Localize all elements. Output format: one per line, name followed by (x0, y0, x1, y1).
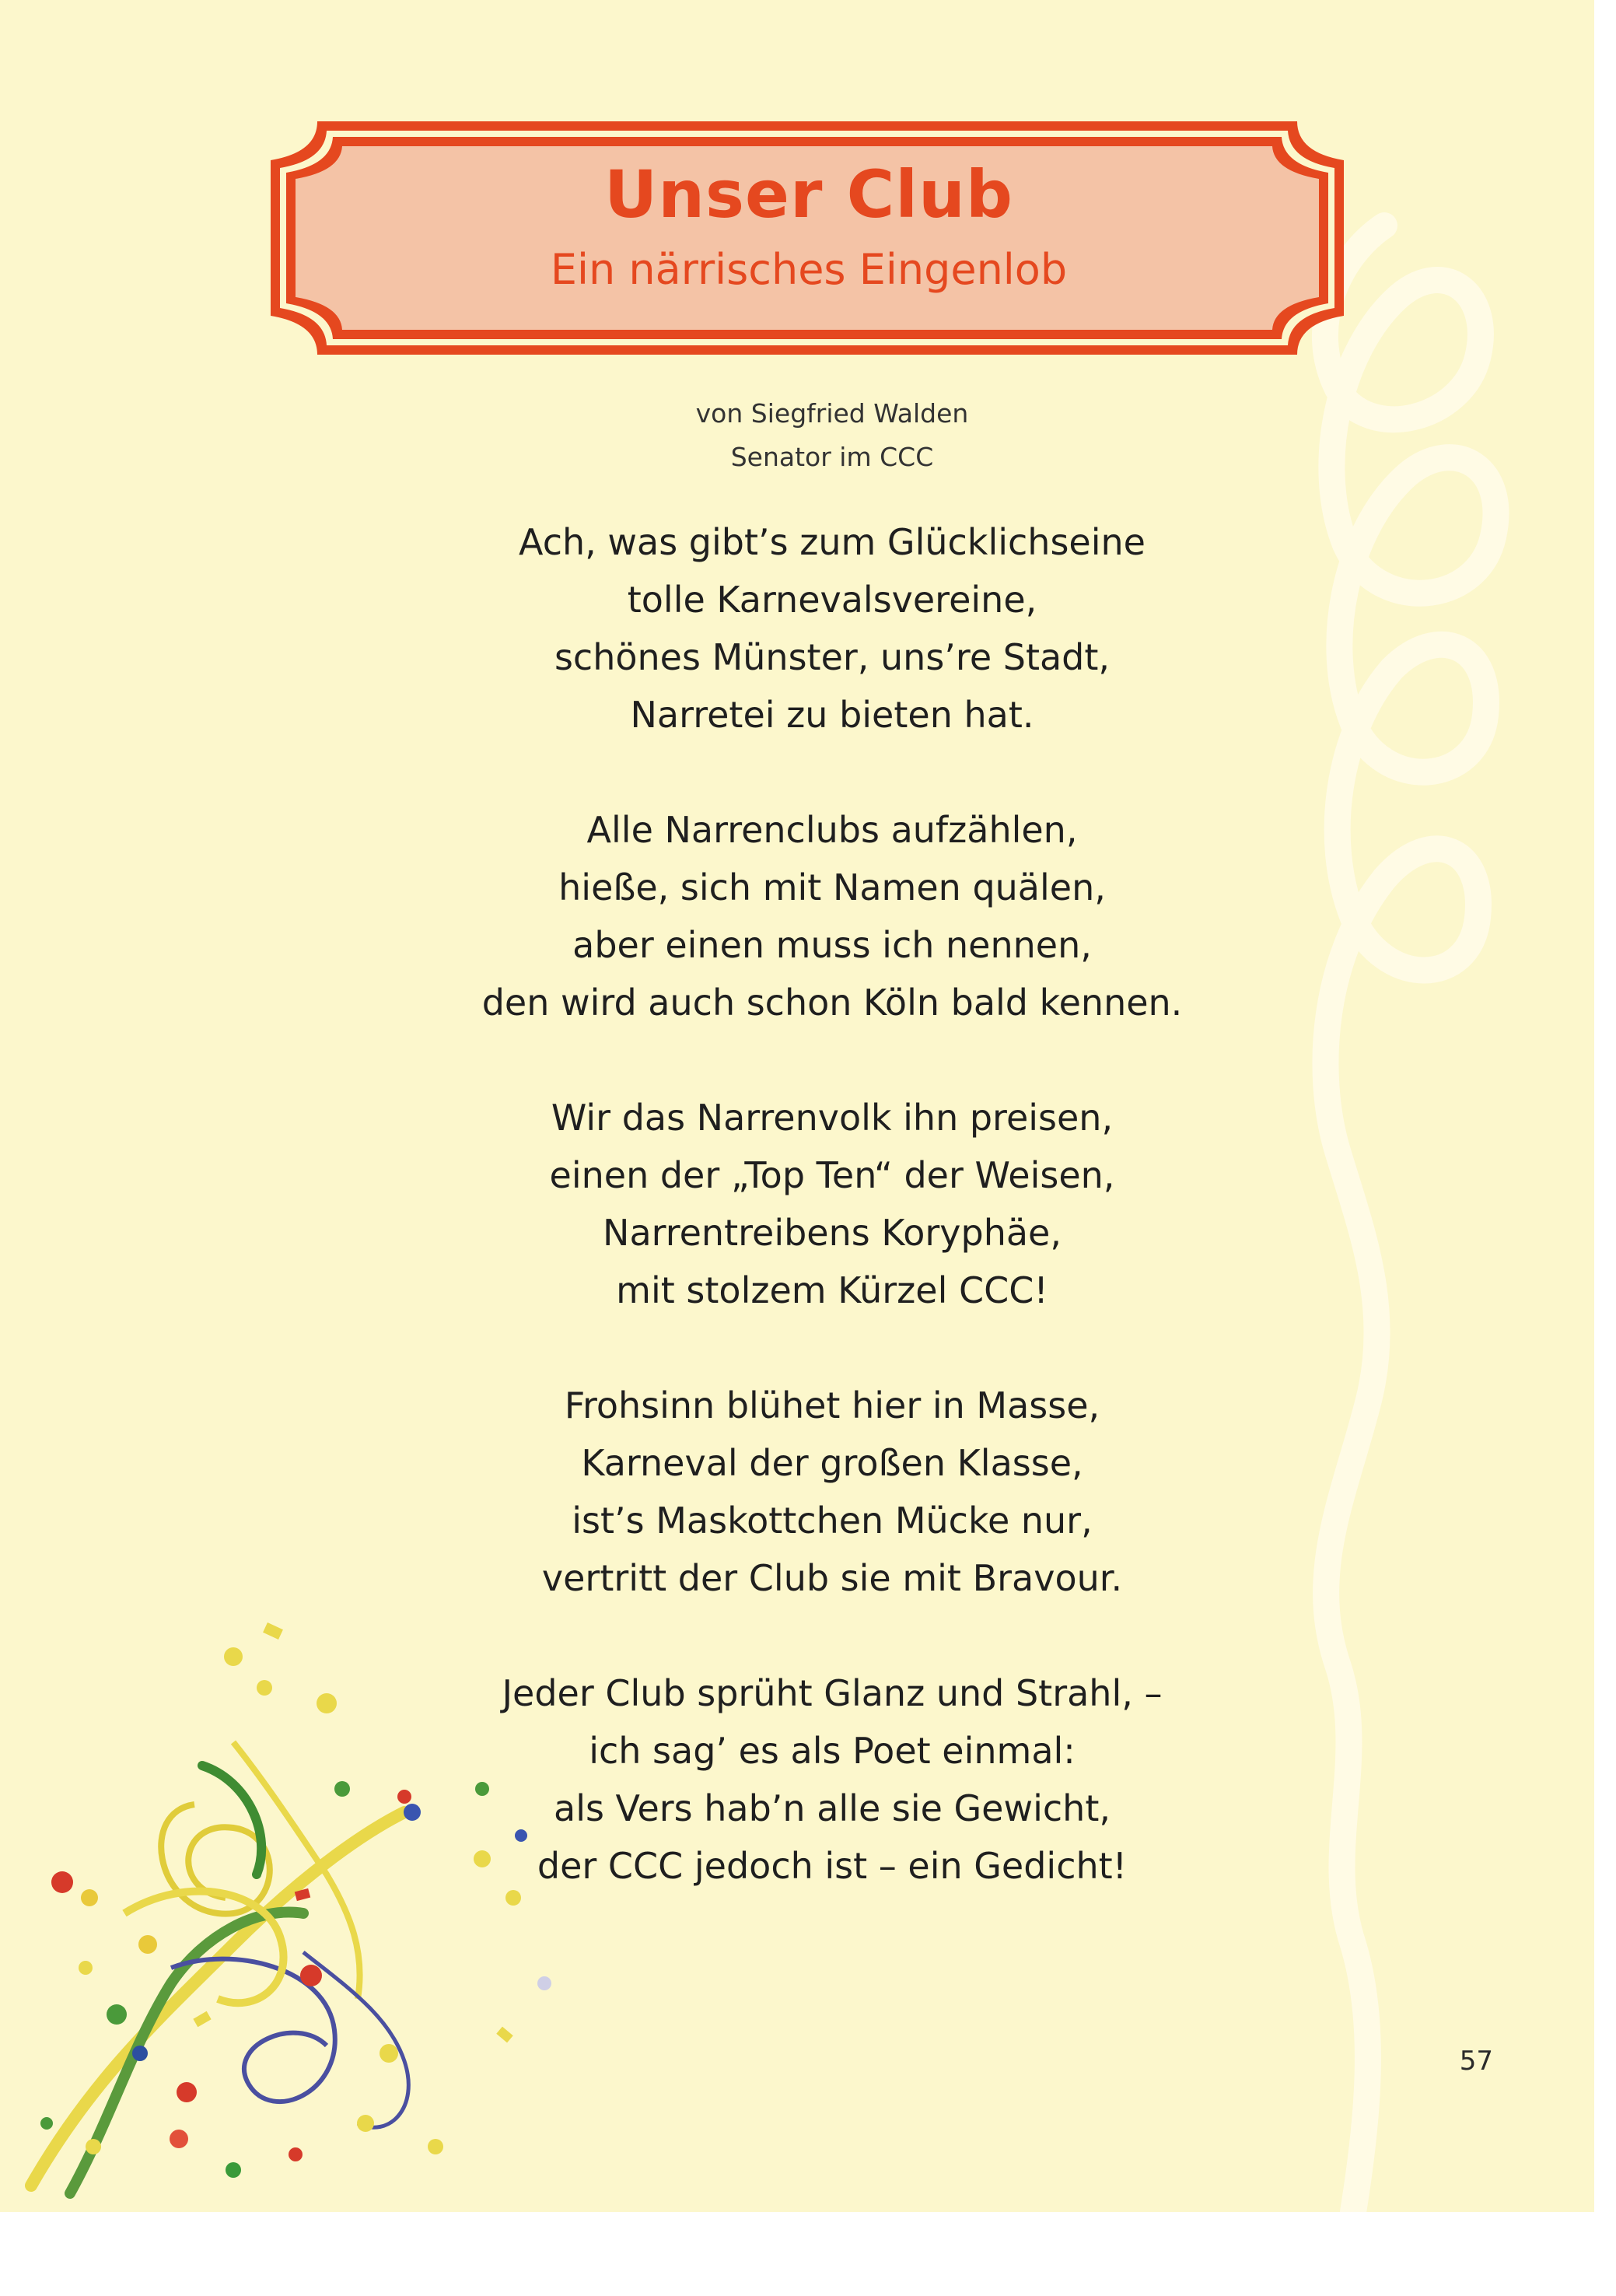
poem-line: hieße, sich mit Namen quälen, (558, 866, 1106, 908)
poem-line: der CCC jedoch ist – ein Gedicht! (537, 1845, 1128, 1887)
page-number: 57 (1459, 2046, 1493, 2077)
poem-line: den wird auch schon Köln bald kennen. (481, 982, 1183, 1024)
poem-line: tolle Karnevalsvereine, (627, 579, 1037, 621)
poem-line: einen der „Top Ten“ der Weisen, (549, 1154, 1115, 1196)
poem-stanza (366, 1377, 1299, 1607)
paper-edge-right (1594, 0, 1616, 2296)
poem-line: Narrentreibens Koryphäe, (603, 1212, 1062, 1254)
poem-line: mit stolzem Kürzel CCC! (616, 1269, 1048, 1311)
paper-edge-bottom (0, 2212, 1616, 2296)
byline (599, 392, 1065, 479)
poem-line: Ach, was gibt’s zum Glücklichseine (519, 521, 1146, 563)
poem-stanza (366, 1089, 1299, 1319)
title-block (303, 156, 1314, 299)
poem-line: Alle Narrenclubs aufzählen, (586, 809, 1078, 851)
author-name: von Siegfried Walden (695, 398, 969, 429)
page-subtitle: Ein närrisches Eingenlob (550, 245, 1068, 294)
poem-line: ist’s Maskottchen Mücke nur, (572, 1500, 1093, 1542)
poem-line: ich sag’ es als Poet einmal: (589, 1730, 1076, 1772)
poem-line: schönes Münster, uns’re Stadt, (554, 636, 1111, 678)
poem-line: Narretei zu bieten hat. (630, 694, 1034, 736)
page-title: Unser Club (603, 156, 1014, 233)
confetti-decoration (0, 1579, 591, 2212)
poem-line: als Vers hab’n alle sie Gewicht, (554, 1787, 1111, 1829)
poem-line: Wir das Narrenvolk ihn preisen, (551, 1097, 1114, 1139)
poem-line: Frohsinn blühet hier in Masse, (564, 1384, 1100, 1426)
poem-line: Jeder Club sprüht Glanz und Strahl, – (502, 1672, 1163, 1714)
poem-stanza (366, 513, 1299, 744)
poem-line: vertritt der Club sie mit Bravour. (541, 1557, 1123, 1599)
poem-line: Karneval der großen Klasse, (581, 1442, 1083, 1484)
poem-line: aber einen muss ich nennen, (572, 924, 1092, 966)
author-role: Senator im CCC (730, 442, 934, 472)
poem-stanza (366, 801, 1299, 1031)
